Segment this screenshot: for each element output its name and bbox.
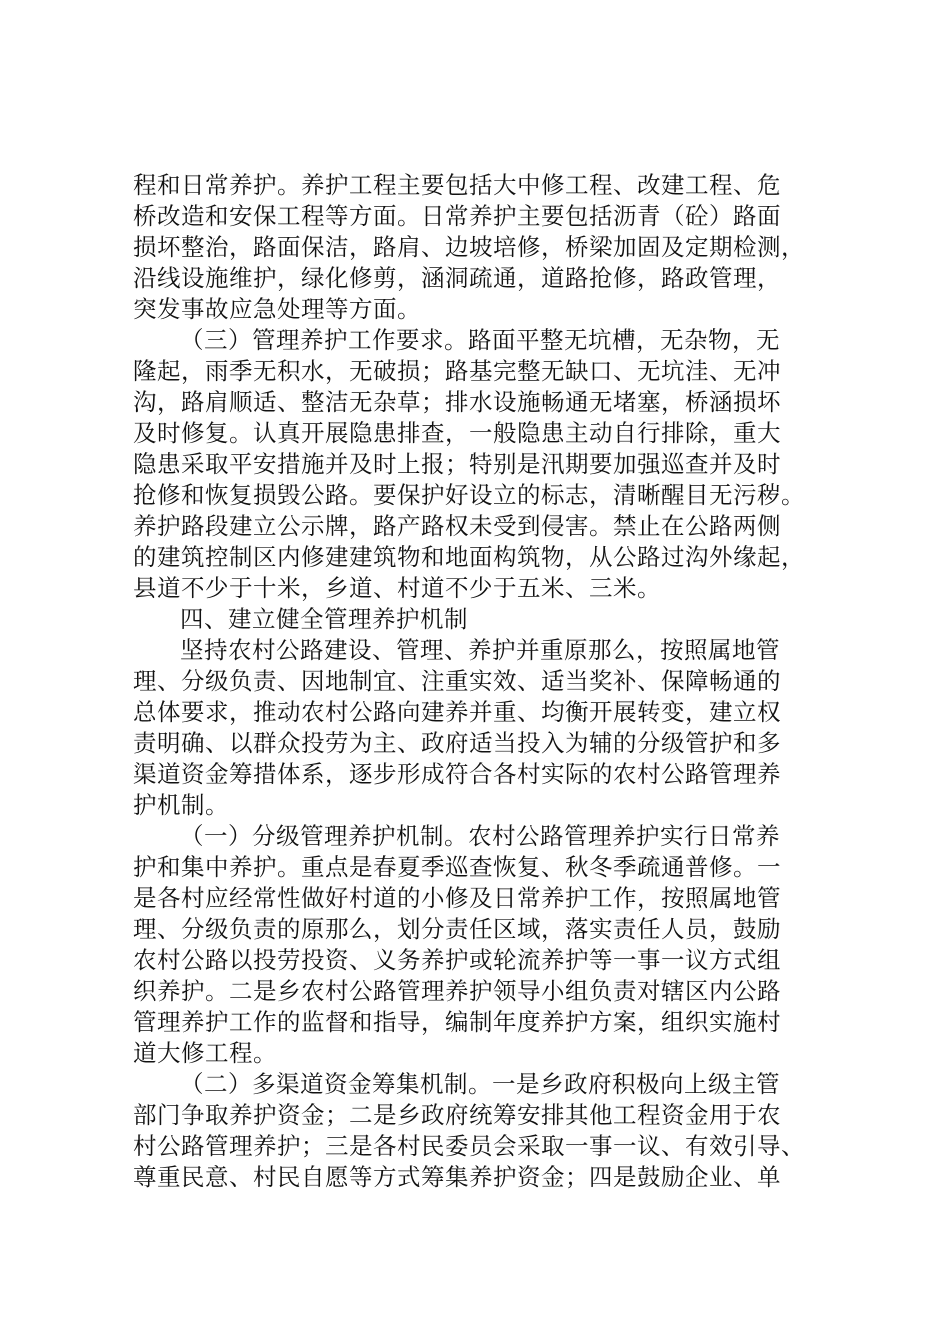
text-line: 养护路段建立公示牌，路产路权未受到侵害。禁止在公路两侧 — [133, 512, 781, 540]
text-line: 的建筑控制区内修建建筑物和地面构筑物，从公路过沟外缘起， — [133, 543, 805, 571]
text-line: 尊重民意、村民自愿等方式筹集养护资金；四是鼓励企业、单 — [133, 1163, 781, 1191]
text-line: 织养护。二是乡农村公路管理养护领导小组负责对辖区内公路 — [133, 977, 781, 1005]
text-line: 及时修复。认真开展隐患排查，一般隐患主动自行排除，重大 — [133, 419, 781, 447]
paragraph-tiered-maintenance — [133, 821, 818, 1069]
paragraph-funding-mechanism — [133, 1069, 818, 1193]
text-line: 程和日常养护。养护工程主要包括大中修工程、改建工程、危 — [133, 171, 781, 199]
paragraph-mechanism-overview — [133, 635, 818, 821]
text-line: （一）分级管理养护机制。农村公路管理养护实行日常养 — [180, 822, 780, 850]
text-line: 桥改造和安保工程等方面。日常养护主要包括沥青（砼）路面 — [133, 202, 781, 230]
section-heading-text: 四、建立健全管理养护机制 — [180, 605, 468, 633]
text-line: 总体要求，推动农村公路向建养并重、均衡开展转变，建立权 — [133, 698, 781, 726]
text-line: 部门争取养护资金；二是乡政府统筹安排其他工程资金用于农 — [133, 1101, 781, 1129]
document-body — [133, 170, 818, 1193]
text-line: 抢修和恢复损毁公路。要保护好设立的标志，清晰醒目无污秽。 — [133, 481, 805, 509]
text-line: 村公路管理养护；三是各村民委员会采取一事一议、有效引导、 — [133, 1132, 805, 1160]
text-line: 护机制。 — [133, 791, 229, 819]
text-line: （三）管理养护工作要求。路面平整无坑槽，无杂物，无 — [180, 326, 780, 354]
paragraph-maintenance-scope — [133, 170, 818, 325]
text-line: 隆起，雨季无积水，无破损；路基完整无缺口、无坑洼、无冲 — [133, 357, 781, 385]
text-line: 突发事故应急处理等方面。 — [133, 295, 421, 323]
text-line: 损坏整治，路面保洁，路肩、边坡培修，桥梁加固及定期检测， — [133, 233, 805, 261]
text-line: 坚持农村公路建设、管理、养护并重原那么，按照属地管 — [180, 636, 780, 664]
text-line: 责明确、以群众投劳为主、政府适当投入为辅的分级管护和多 — [133, 729, 781, 757]
text-line: 是各村应经常性做好村道的小修及日常养护工作，按照属地管 — [133, 884, 781, 912]
section-heading-mechanism — [133, 604, 818, 635]
paragraph-maintenance-requirements — [133, 325, 818, 604]
text-line: 沟，路肩顺适、整洁无杂草；排水设施畅通无堵塞，桥涵损坏 — [133, 388, 781, 416]
text-line: 理、分级负责的原那么，划分责任区域，落实责任人员，鼓励 — [133, 915, 781, 943]
text-line: 管理养护工作的监督和指导，编制年度养护方案，组织实施村 — [133, 1008, 781, 1036]
text-line: 理、分级负责、因地制宜、注重实效、适当奖补、保障畅通的 — [133, 667, 781, 695]
text-line: 县道不少于十米，乡道、村道不少于五米、三米。 — [133, 574, 661, 602]
text-line: 渠道资金筹措体系，逐步形成符合各村实际的农村公路管理养 — [133, 760, 781, 788]
text-line: 护和集中养护。重点是春夏季巡查恢复、秋冬季疏通普修。一 — [133, 853, 781, 881]
text-line: 农村公路以投劳投资、义务养护或轮流养护等一事一议方式组 — [133, 946, 781, 974]
text-line: 道大修工程。 — [133, 1039, 277, 1067]
text-line: （二）多渠道资金筹集机制。一是乡政府积极向上级主管 — [180, 1070, 780, 1098]
text-line: 沿线设施维护，绿化修剪，涵洞疏通，道路抢修，路政管理， — [133, 264, 781, 292]
text-line: 隐患采取平安措施并及时上报；特别是汛期要加强巡查并及时 — [133, 450, 781, 478]
